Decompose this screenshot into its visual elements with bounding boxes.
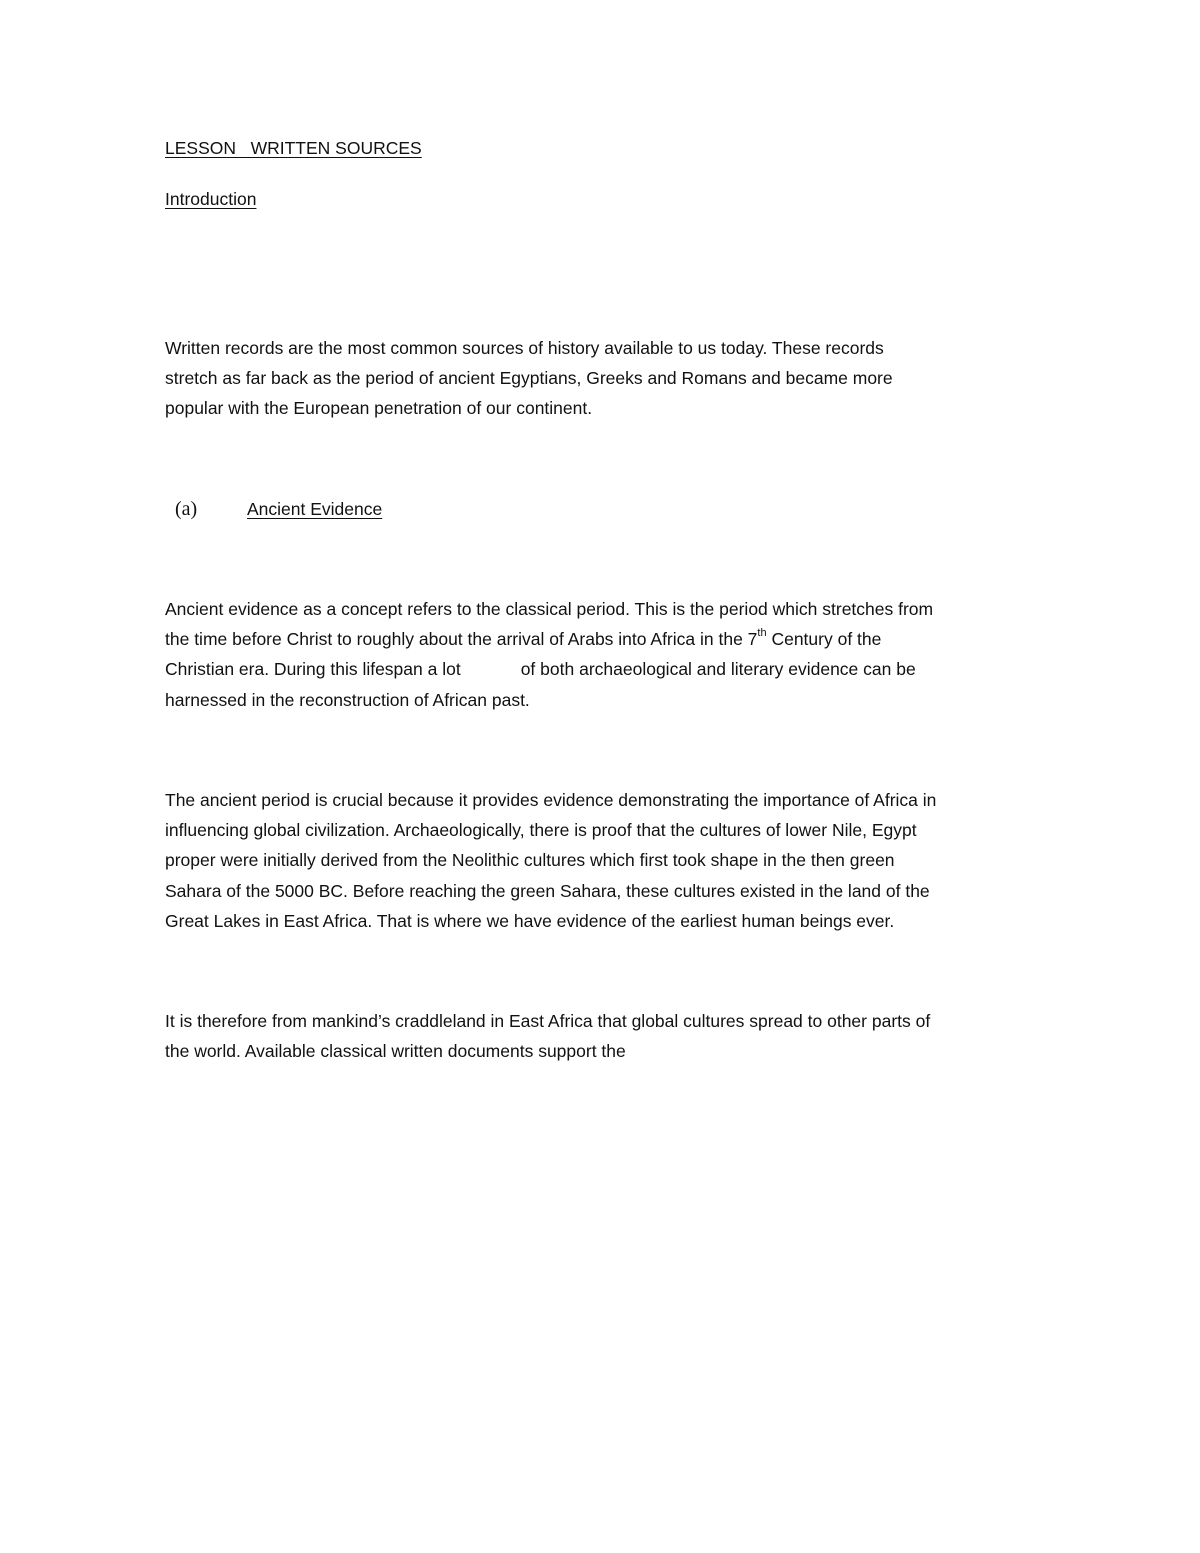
- line-text: Christian era. During this lifespan a lot: [165, 659, 461, 680]
- paragraph-line: The ancient period is crucial because it provides evidence demonstrating the importance of Africa in: [165, 790, 937, 810]
- paragraph-line: the world. Available classical written documents support the: [165, 1041, 626, 1062]
- section-heading-ancient-evidence: Ancient Evidence: [247, 499, 383, 519]
- paragraph-line: Ancient evidence as a concept refers to the classical period. This is the period which stretches from: [165, 599, 934, 619]
- paragraph-line: influencing global civilization. Archaeologically, there is proof that the cultures of lower Nile, Egypt: [165, 820, 917, 841]
- paragraph-line: Written records are the most common sources of history available to us today. These records: [165, 338, 884, 358]
- section-marker: (a): [175, 498, 198, 520]
- line-text: of both archaeological and literary evidence can be: [520, 659, 916, 680]
- ordinal-superscript: th: [757, 627, 767, 640]
- paragraph-line: stretch as far back as the period of ancient Egyptians, Greeks and Romans and became more: [165, 368, 893, 389]
- lesson-title: LESSON WRITTEN SOURCES: [165, 138, 422, 158]
- paragraph-line: Great Lakes in East Africa. That is where we have evidence of the earliest human beings ever.: [165, 910, 895, 931]
- paragraph-line: proper were initially derived from the Neolithic cultures which first took shape in the then green: [165, 850, 895, 871]
- introduction-heading: Introduction: [165, 189, 257, 209]
- paragraph-line: It is therefore from mankind’s craddleland in East Africa that global cultures spread to other parts of: [165, 1011, 931, 1031]
- paragraph-line: Sahara of the 5000 BC. Before reaching the green Sahara, these cultures existed in the land of the: [165, 880, 930, 901]
- line-text: Century of the: [766, 629, 882, 650]
- cradleland-paragraph: [165, 1006, 930, 1066]
- crucial-period-paragraph: [165, 785, 936, 936]
- paragraph-line: [165, 654, 933, 684]
- paragraph-line: harnessed in the reconstruction of African past.: [165, 689, 530, 710]
- line-text: the time before Christ to roughly about the arrival of Arabs into Africa in the 7: [165, 629, 758, 650]
- ancient-evidence-paragraph: [165, 594, 933, 715]
- intro-paragraph: [165, 333, 893, 424]
- paragraph-line: popular with the European penetration of our continent.: [165, 398, 593, 419]
- paragraph-line: [165, 624, 933, 654]
